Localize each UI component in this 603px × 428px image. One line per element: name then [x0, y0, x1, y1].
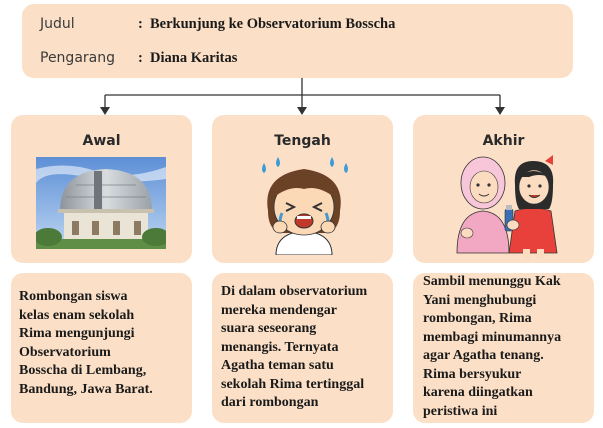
two-girls-image: [453, 153, 563, 259]
awal-text: Rombongan siswa kelas enam sekolah Rima mengunjungi Observatorium Bosscha di Lembang, Bandung, Jawa Barat.: [19, 289, 153, 397]
observatory-dome-image: [36, 157, 166, 249]
akhir-text-box: [413, 273, 594, 423]
judul-value: Berkunjung ke Observatorium Bosscha: [150, 16, 396, 32]
awal-title: Awal: [82, 133, 121, 149]
akhir-title: Akhir: [482, 133, 525, 149]
judul-label: Judul: [40, 16, 75, 32]
pengarang-colon: :: [138, 50, 143, 66]
awal-text-box: [11, 273, 192, 423]
title-box: [22, 4, 573, 78]
tengah-text-box: [212, 273, 393, 423]
pengarang-label: Pengarang: [40, 50, 115, 66]
awal-image-box: [11, 115, 192, 263]
crying-girl-image: [248, 155, 358, 255]
akhir-image-box: [413, 115, 594, 263]
judul-colon: :: [138, 16, 143, 32]
akhir-text: Sambil menunggu Kak Yani menghubungi rombongan, Rima membagi minumannya agar Agatha tenang. Rima bersyukur karena diingatkan peristiwa ini: [423, 274, 562, 419]
tengah-image-box: [212, 115, 393, 263]
pengarang-value: Diana Karitas: [150, 50, 238, 66]
tengah-text: Di dalam observatorium mereka mendengar suara seseorang menangis. Ternyata Agatha teman satu sekolah Rima tertinggal dari rombongan: [221, 284, 368, 410]
tengah-title: Tengah: [274, 133, 331, 149]
